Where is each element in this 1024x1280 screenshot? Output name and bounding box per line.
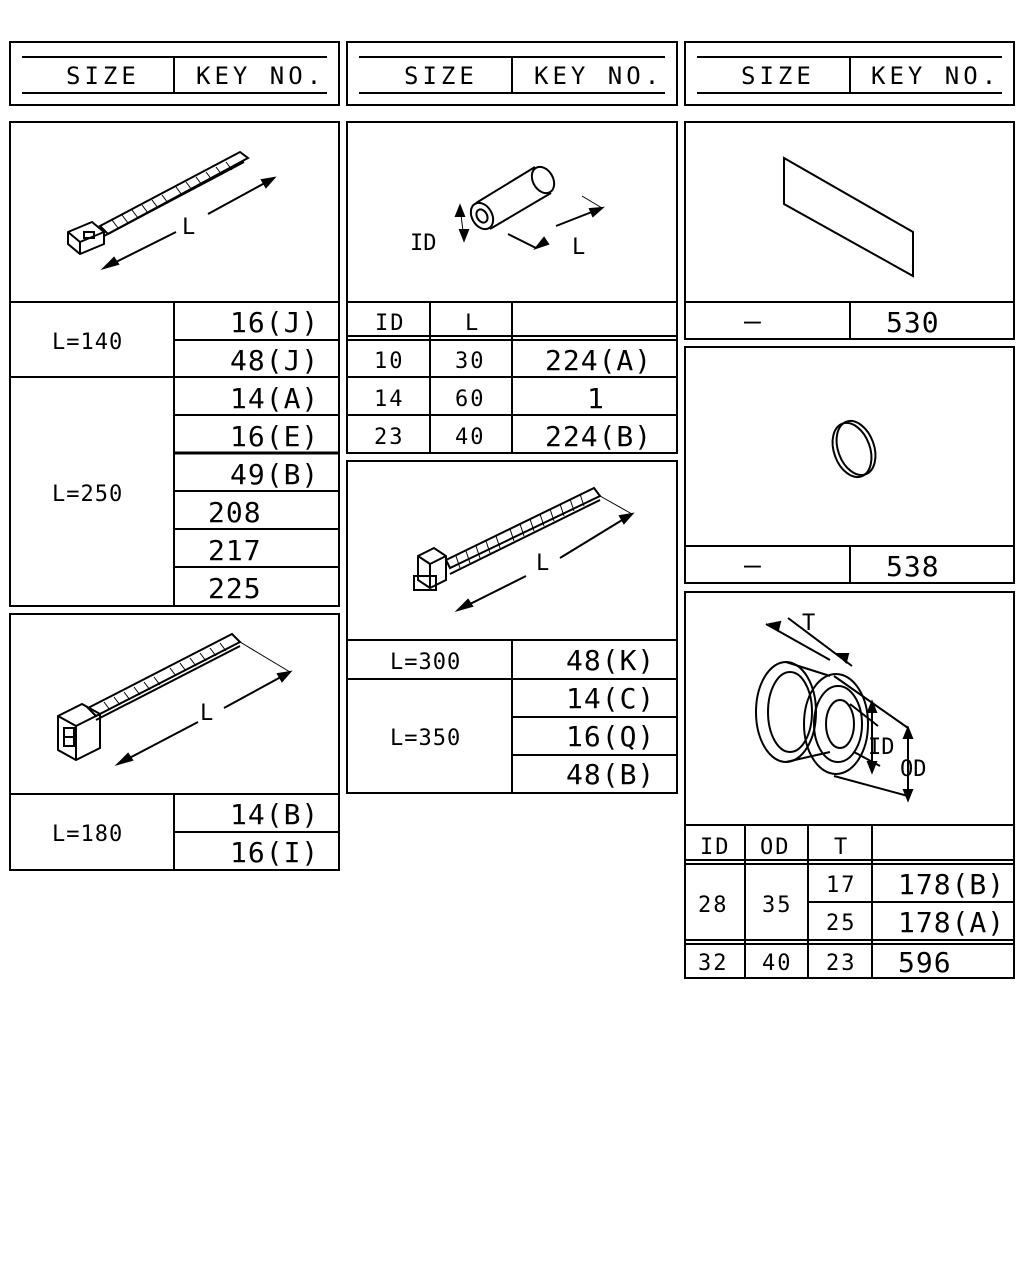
key-cell: 16(I) — [230, 836, 320, 869]
cable-tie-c-icon — [414, 488, 632, 610]
grommet-t-cell: 17 — [826, 873, 857, 898]
cable-tie-a-icon — [68, 152, 274, 268]
header-size-label: SIZE — [66, 62, 140, 90]
key-cell: 208 — [208, 496, 262, 529]
dimension-label-id: ID — [868, 735, 895, 760]
grommet-od-cell: 40 — [762, 951, 793, 976]
key-cell: 217 — [208, 534, 262, 567]
grommet-id-cell: 28 — [698, 893, 729, 918]
key-cell: 14(C) — [566, 682, 656, 715]
dimension-label-t: T — [802, 611, 816, 636]
key-cell: 538 — [886, 550, 940, 583]
grommet-id-cell: 32 — [698, 951, 729, 976]
size-cell-dash: — — [744, 304, 762, 337]
grommet-icon — [756, 618, 912, 800]
header-size-label: SIZE — [741, 62, 815, 90]
key-cell: 16(Q) — [566, 720, 656, 753]
key-cell: 1 — [587, 382, 605, 415]
key-cell: 530 — [886, 306, 940, 339]
column-header-id: ID — [700, 835, 731, 860]
size-cell: L=300 — [390, 650, 462, 675]
size-cell: L=250 — [52, 482, 124, 507]
header-key-label: KEY NO. — [196, 62, 326, 90]
dimension-label-l: L — [572, 235, 586, 260]
column-header-l: L — [465, 311, 481, 336]
key-cell: 48(B) — [566, 758, 656, 791]
tube-id-cell: 10 — [374, 349, 405, 374]
header-key-label: KEY NO. — [871, 62, 1001, 90]
disc-icon — [826, 416, 883, 483]
key-cell: 224(A) — [545, 344, 653, 377]
key-cell: 178(B) — [898, 868, 1006, 901]
size-cell: L=140 — [52, 330, 124, 355]
column-header-od: OD — [760, 835, 791, 860]
key-cell: 16(E) — [230, 420, 320, 453]
sheet-icon — [784, 158, 913, 276]
key-cell: 49(B) — [230, 458, 320, 491]
key-cell: 48(K) — [566, 644, 656, 677]
grommet-od-cell: 35 — [762, 893, 793, 918]
tube-id-cell: 14 — [374, 387, 405, 412]
tube-l-cell: 30 — [455, 349, 486, 374]
key-cell: 48(J) — [230, 344, 320, 377]
dimension-label-l: L — [536, 551, 550, 576]
size-cell-dash: — — [744, 548, 762, 581]
tube-l-cell: 40 — [455, 425, 486, 450]
header-size-label: SIZE — [404, 62, 478, 90]
size-cell: L=180 — [52, 822, 124, 847]
key-cell: 224(B) — [545, 420, 653, 453]
dimension-label-l: L — [200, 701, 214, 726]
cable-tie-b-icon — [58, 634, 290, 764]
column-header-id: ID — [375, 311, 406, 336]
key-cell: 225 — [208, 572, 262, 605]
grommet-t-cell: 25 — [826, 911, 857, 936]
dimension-label-l: L — [182, 215, 196, 240]
tube-l-cell: 60 — [455, 387, 486, 412]
dimension-label-od: OD — [900, 757, 927, 782]
dimension-label-id: ID — [410, 231, 437, 256]
key-cell: 14(A) — [230, 382, 320, 415]
header-key-label: KEY NO. — [534, 62, 664, 90]
key-cell: 16(J) — [230, 306, 320, 339]
size-cell: L=350 — [390, 726, 462, 751]
grommet-t-cell: 23 — [826, 951, 857, 976]
key-cell: 596 — [898, 946, 952, 979]
tube-id-cell: 23 — [374, 425, 405, 450]
key-cell: 178(A) — [898, 906, 1006, 939]
column-header-t: T — [834, 835, 850, 860]
key-cell: 14(B) — [230, 798, 320, 831]
